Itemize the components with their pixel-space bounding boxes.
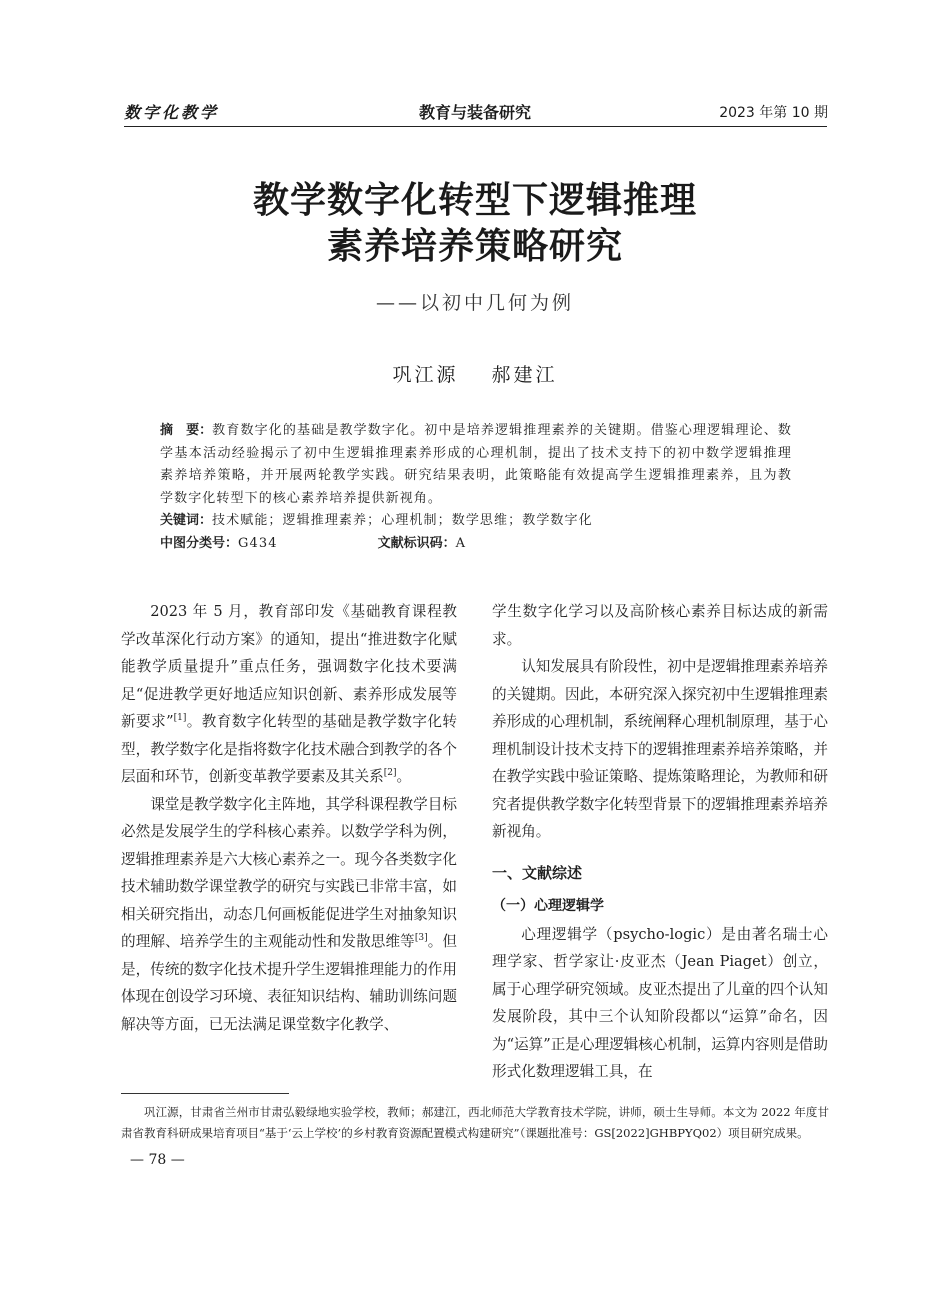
paragraph-text: 。教育数字化转型的基础是教学数字化转型，教学数字化是指将数字化技术融合到教学的各个层面和环节，创新变革教学要素及其关系: [121, 713, 457, 785]
body-paragraph: 心理逻辑学（psycho-logic）是由著名瑞士心理学家、哲学家让·皮亚杰（Jean Piaget）创立，属于心理学研究领域。皮亚杰提出了儿童的四个认知发展阶段，其中三个认知阶段都以“运算”命名，因为“运算”正是心理逻辑核心机制，运算内容则是借助形式化数理逻辑工具，在: [492, 925, 828, 1080]
journal-section-label: 数字化教学: [124, 103, 220, 122]
abstract-block: [160, 420, 792, 555]
abstract-label: 摘 要：: [160, 423, 213, 438]
keywords-text: 技术赋能；逻辑推理素养；心理机制；数学思维；教学数字化: [212, 513, 593, 528]
body-paragraph: [121, 791, 457, 1039]
citation-ref: [1]: [173, 713, 187, 724]
doc-code-value: A: [455, 535, 467, 551]
clc-value: G434: [238, 535, 278, 551]
section-heading: 一、文献综述: [492, 863, 583, 882]
body-paragraph: 学生数字化学习以及高阶核心素养目标达成的新需求。: [492, 603, 828, 648]
footnote-divider: [121, 1093, 289, 1094]
journal-name: 教育与装备研究: [418, 103, 531, 122]
classification-line: [160, 533, 792, 556]
abstract-text: 教育数字化的基础是教学数字化。初中是培养逻辑推理素养的关键期。借鉴心理逻辑理论、数学基本活动经验揭示了初中生逻辑推理素养形成的心理机制，提出了技术支持下的初中数学逻辑推理素养培养策略，并开展两轮教学实践。研究结果表明，此策略能有效提高学生逻辑推理素养，且为教学数字化转型下的核心素养培养提供新视角。: [160, 423, 792, 506]
subsection-heading: （一）心理逻辑学: [492, 898, 604, 914]
doc-code-label: 文献标识码：: [377, 535, 456, 551]
paragraph-text: 课堂是教学数字化主阵地，其学科课程教学目标必然是发展学生的学科核心素养。以数学学科为例，逻辑推理素养是六大核心素养之一。现今各类数字化技术辅助数学课堂教学的研究与实践已非常丰富，如相关研究指出，动态几何画板能促进学生对抽象知识的理解、培养学生的主观能动性和发散思维等: [121, 795, 457, 950]
article-title-line1: 教学数字化转型下逻辑推理: [252, 179, 697, 221]
paragraph-text: 2023 年 5 月，教育部印发《基础教育课程教学改革深化行动方案》的通知，提出“推进数字化赋能教学质量提升”重点任务，强调数字化技术要满足“促进教学更好地适应知识创新、素养形成发展等新要求”: [121, 603, 457, 730]
header-divider: [124, 126, 827, 127]
article-title-line2: 素养培养策略研究: [326, 225, 623, 267]
abstract-paragraph: [160, 420, 792, 510]
paragraph-text: 。: [396, 768, 412, 785]
author-name: 郝建江: [491, 364, 558, 386]
article-subtitle: ——以初中几何为例: [375, 292, 574, 314]
citation-ref: [3]: [414, 933, 428, 944]
body-column-right: [492, 598, 828, 1086]
body-paragraph: 认知发展具有阶段性，初中是逻辑推理素养培养的关键期。因此，本研究深入探究初中生逻辑推理素养形成的心理机制，系统阐释心理机制原理，基于心理机制设计技术支持下的逻辑推理素养培养策略，并在教学实践中验证策略、提炼策略理论，为教师和研究者提供教学数字化转型背景下的逻辑推理素养培养新视角。: [492, 658, 828, 840]
author-name: 巩江源: [392, 364, 459, 386]
body-column-left: [121, 598, 457, 1038]
clc-label: 中图分类号：: [160, 535, 239, 551]
page-number: — 78 —: [130, 1152, 185, 1168]
footnote: 巩江源，甘肃省兰州市甘肃弘毅绿地实验学校，教师；郝建江，西北师范大学教育技术学院，讲师，硕士生导师。本文为 2022 年度甘肃省教育科研成果培育项目“基于‘云上学校’的乡村教育资源配置模式构建研究”（课题批准号：GS[2022]GHBPYQ02）项目研究成果。: [121, 1105, 829, 1140]
keywords-line: [160, 510, 792, 533]
citation-ref: [2]: [383, 768, 397, 779]
issue-label: 2023 年第 10 期: [719, 105, 828, 121]
author-list: [0, 360, 950, 387]
keywords-label: 关键词：: [160, 513, 213, 528]
paragraph-text: 。但是，传统的数字化技术提升学生逻辑推理能力的作用体现在创设学习环境、表征知识结构、辅助训练问题解决等方面，已无法满足课堂数字化教学、: [121, 933, 457, 1033]
body-paragraph: [121, 598, 457, 791]
